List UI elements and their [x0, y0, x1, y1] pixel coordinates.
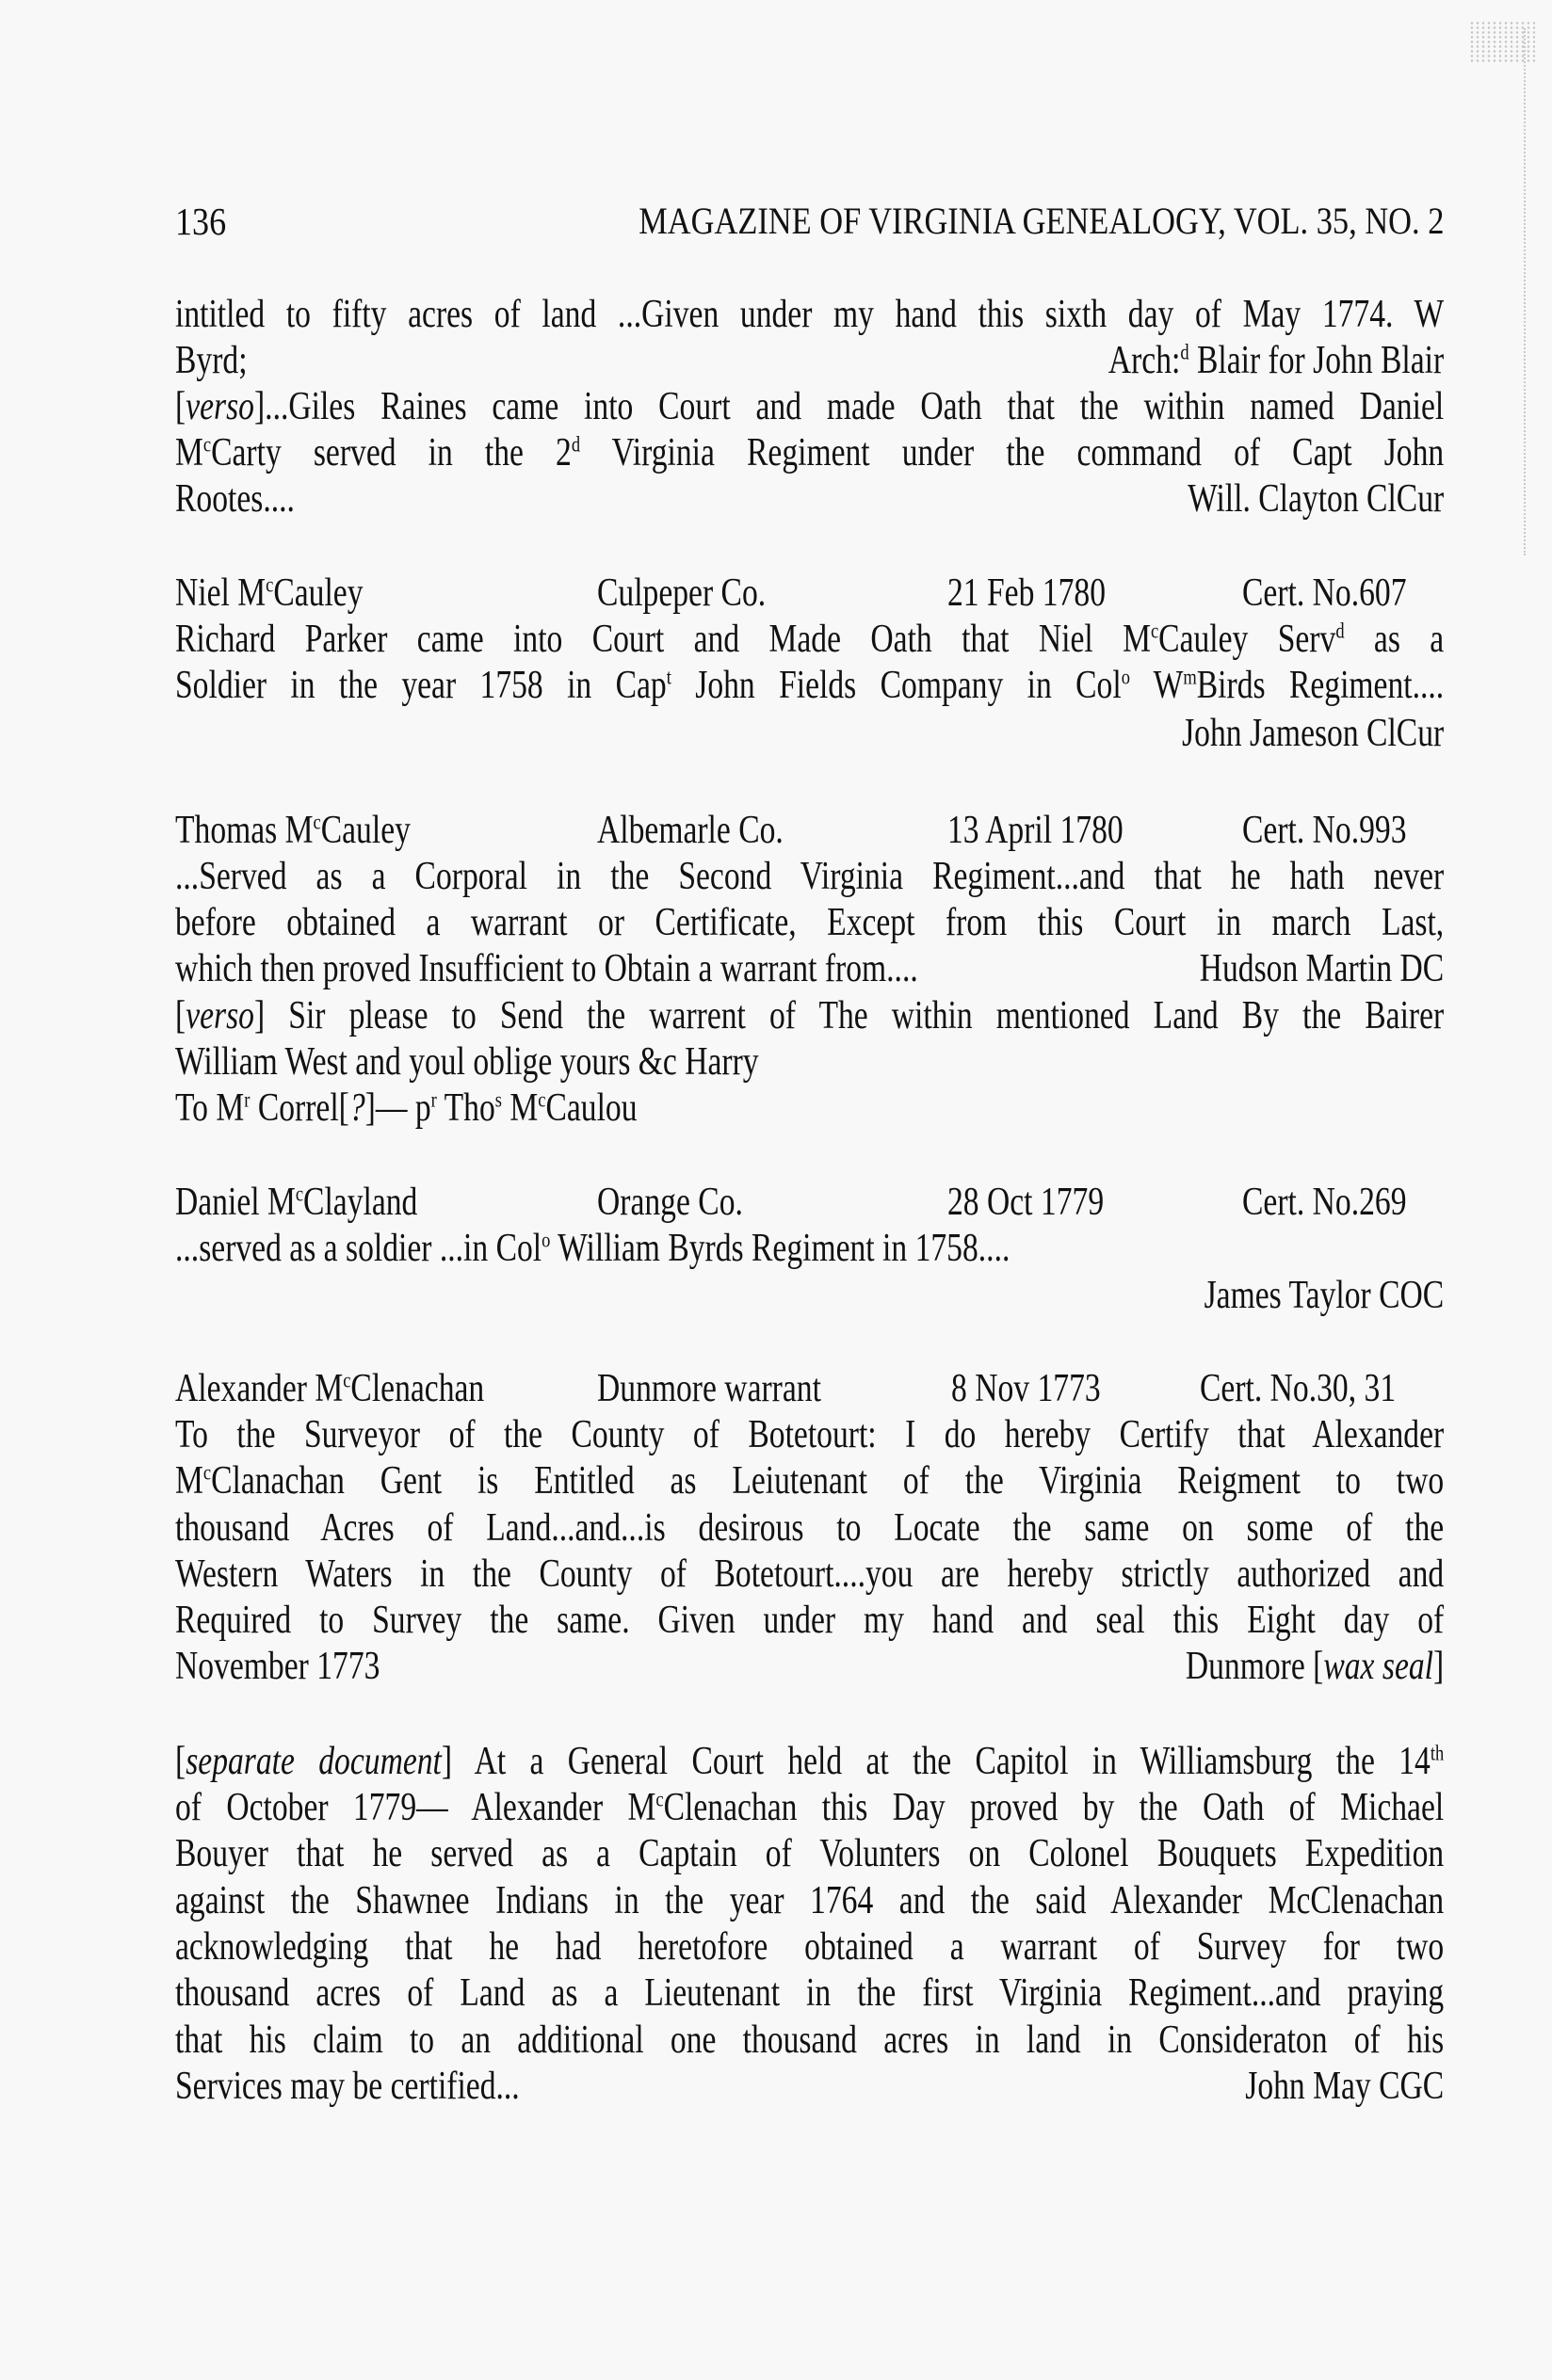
text-run: Arch:: [1107, 339, 1181, 382]
line-left-text: [175, 476, 295, 523]
text-line: [175, 1226, 1444, 1272]
text-run: Cert. No.607: [1242, 571, 1407, 615]
line-content: [175, 2018, 1444, 2064]
text-run: 13 April 1780: [947, 809, 1124, 852]
text-run: To the Surveyor of the County of Botetourt: I do hereby Certify that Alexander: [175, 1413, 1445, 1456]
text-run: William West and youl oblige yours &c Harry: [175, 1040, 759, 1084]
text-run: [: [175, 1740, 186, 1783]
text-line: [175, 854, 1444, 900]
line-content: [175, 476, 1444, 523]
line-content: [175, 1598, 1444, 1644]
line-content: [175, 1970, 1444, 2017]
text-run: before obtained a warrant or Certificate, Except from this Court in march Last,: [175, 901, 1445, 944]
text-run: Albemarle Co.: [597, 809, 784, 852]
text-run: [: [175, 385, 186, 428]
text-line: [175, 1458, 1444, 1504]
line-content: [175, 900, 1444, 946]
text-line: [175, 1924, 1444, 1970]
line-content: [175, 384, 1444, 430]
line-content: [175, 711, 1444, 757]
superscript: r: [430, 1086, 437, 1112]
text-line: [175, 1785, 1444, 1831]
entry-header-line: [175, 1180, 1444, 1226]
entry-name: [175, 571, 364, 617]
text-run: Tho: [436, 1086, 495, 1130]
superscript: c: [295, 1181, 304, 1206]
italic-text: verso: [186, 994, 254, 1037]
text-run: Orange Co.: [597, 1181, 743, 1224]
text-run: Caulou: [545, 1086, 638, 1130]
line-left-text: [175, 338, 248, 384]
text-run: Services may be certified...: [175, 2065, 520, 2108]
entry-cert-number: [1242, 1180, 1407, 1226]
line-content: [175, 1878, 1444, 1924]
entry-county: [597, 571, 766, 617]
page-number: 136: [175, 200, 227, 243]
text-run: Richard Parker came into Court and Made Oath that Niel M: [175, 618, 1151, 661]
text-run: ] Sir please to Send the warrent of The within mentioned Land By the Bairer: [253, 994, 1445, 1037]
line-left-text: [175, 946, 918, 992]
signature-text: [1188, 476, 1444, 523]
text-line: [175, 338, 1444, 384]
text-run: Culpeper Co.: [597, 571, 767, 615]
text-run: Clanachan Gent is Entitled as Leiutenant of the Virginia Reigment to two: [211, 1459, 1445, 1503]
text-run: 21 Feb 1780: [947, 571, 1106, 615]
text-run: Clenachan this Day proved by the Oath of Michael: [663, 1786, 1445, 1829]
text-line: [175, 946, 1444, 992]
entry-date: [947, 571, 1106, 617]
text-run: Dunmore [: [1185, 1645, 1324, 1688]
text-run: acknowledging that he had heretofore obtained a warrant of Survey for two: [175, 1925, 1445, 1969]
text-run: John Jameson ClCur: [1182, 712, 1445, 755]
text-run: Birds Regiment....: [1196, 664, 1445, 707]
text-run: ]— p: [364, 1086, 431, 1130]
text-run: ]: [1433, 1645, 1445, 1688]
superscript: c: [313, 809, 321, 834]
text-run: ...served as a soldier ...in Col: [175, 1227, 542, 1270]
text-line: [175, 384, 1444, 430]
text-line: [175, 900, 1444, 946]
line-content: [175, 1644, 1444, 1690]
text-run: ] At a General Court held at the Capitol in Williamsburg the 14: [441, 1740, 1431, 1783]
line-content: [175, 2064, 1444, 2110]
text-line: [175, 1085, 1444, 1132]
text-run: 8 Nov 1773: [951, 1367, 1101, 1410]
text-line: [175, 2018, 1444, 2064]
signature-text: [1182, 711, 1444, 757]
line-content: [175, 292, 1444, 338]
running-header: [175, 200, 1444, 243]
entry-header-line: [175, 808, 1444, 854]
text-run: Hudson Martin DC: [1199, 947, 1445, 990]
line-content: [175, 430, 1444, 476]
entry-cert-number: [1242, 571, 1407, 617]
superscript: d: [571, 431, 581, 457]
text-run: Virginia Regiment under the command of Capt John: [580, 431, 1445, 474]
superscript: d: [1180, 339, 1189, 364]
text-run: of October 1779— Alexander M: [175, 1786, 656, 1829]
line-content: [175, 1831, 1444, 1877]
line-content: [175, 1552, 1444, 1598]
line-content: [175, 617, 1444, 663]
entry-cert-number: [1200, 1366, 1396, 1412]
entry-county: [597, 1366, 821, 1412]
text-run: thousand Acres of Land...and...is desirous to Locate the same on some of the: [175, 1506, 1445, 1550]
text-run: Thomas M: [175, 809, 314, 852]
line-content: [175, 854, 1444, 900]
text-line: [175, 292, 1444, 338]
text-run: M: [175, 431, 203, 474]
text-line: [175, 993, 1444, 1039]
text-run: Cert. No.30, 31: [1200, 1367, 1397, 1410]
superscript: c: [655, 1786, 664, 1811]
text-line: [175, 663, 1444, 709]
line-left-text: [175, 1644, 380, 1690]
superscript: c: [202, 431, 212, 457]
superscript: c: [202, 1459, 212, 1485]
entry-header-line: [175, 571, 1444, 617]
text-run: Clayland: [303, 1181, 418, 1224]
text-run: Alexander M: [175, 1367, 344, 1410]
superscript: c: [538, 1086, 546, 1112]
superscript: c: [1150, 618, 1159, 643]
italic-text: separate document: [186, 1740, 442, 1783]
text-run: Cauley: [273, 571, 364, 615]
superscript: th: [1430, 1740, 1445, 1765]
text-run: ]...Giles Raines came into Court and made Oath that the within named Daniel: [253, 385, 1445, 428]
text-run: Blair for John Blair: [1188, 339, 1445, 382]
text-run: 28 Oct 1779: [947, 1181, 1105, 1224]
line-content: [175, 1226, 1444, 1272]
signature-text: [1108, 338, 1444, 384]
text-line: [175, 1644, 1444, 1690]
entry-cert-number: [1242, 808, 1407, 854]
entry-county: [597, 808, 784, 854]
superscript: r: [244, 1086, 251, 1112]
line-content: [175, 1785, 1444, 1831]
text-run: Required to Survey the same. Given under my hand and seal this Eight day of: [175, 1599, 1445, 1642]
entry-name: [175, 1366, 484, 1412]
text-run: Soldier in the year 1758 in Cap: [175, 664, 667, 707]
superscript: m: [1183, 664, 1197, 689]
text-run: thousand acres of Land as a Lieutenant in the first Virginia Regiment...and praying: [175, 1971, 1445, 2015]
text-run: Cert. No.269: [1242, 1181, 1407, 1224]
line-content: [175, 1273, 1444, 1319]
superscript: d: [1335, 618, 1345, 643]
text-run: John May CGC: [1245, 2065, 1445, 2108]
text-line: [175, 1039, 1444, 1085]
line-content: [175, 338, 1444, 384]
text-run: that his claim to an additional one thousand acres in land in Consideraton of his: [175, 2018, 1445, 2062]
superscript: c: [343, 1367, 351, 1392]
text-run: M: [175, 1459, 203, 1503]
text-run: ...Served as a Corporal in the Second Virginia Regiment...and that he hath never: [175, 855, 1445, 898]
text-line: [175, 1412, 1444, 1458]
text-run: Cauley: [320, 809, 411, 852]
text-run: Cauley Serv: [1158, 618, 1336, 661]
superscript: s: [494, 1086, 502, 1112]
text-run: which then proved Insufficient to Obtain a warrant from....: [175, 947, 918, 990]
text-run: Carty served in the 2: [211, 431, 572, 474]
text-run: Daniel M: [175, 1181, 296, 1224]
text-run: William Byrds Regiment in 1758....: [550, 1227, 1010, 1270]
signature-text: [1186, 1644, 1444, 1690]
text-line: [175, 1598, 1444, 1644]
superscript: t: [666, 664, 671, 689]
text-run: intitled to fifty acres of land ...Given under my hand this sixth day of May 1774. W: [175, 293, 1445, 336]
signature-text: [1200, 946, 1444, 992]
text-run: [: [175, 994, 186, 1037]
text-line: [175, 1878, 1444, 1924]
entry-name: [175, 808, 411, 854]
text-line: [175, 1739, 1444, 1785]
text-run: Niel M: [175, 571, 267, 615]
line-content: [175, 1085, 1444, 1132]
text-line: [175, 430, 1444, 476]
text-run: To M: [175, 1086, 245, 1130]
text-run: against the Shawnee Indians in the year 1764 and the said Alexander McClenachan: [175, 1879, 1445, 1922]
superscript: c: [266, 571, 274, 597]
text-run: Rootes....: [175, 477, 295, 521]
text-run: Byrd;: [175, 339, 248, 382]
line-left-text: [175, 2064, 520, 2110]
text-line: [175, 1831, 1444, 1877]
line-content: [175, 1458, 1444, 1504]
text-run: Dunmore warrant: [597, 1367, 821, 1410]
text-run: Cert. No.993: [1242, 809, 1407, 852]
scan-edge-line: [1524, 28, 1526, 555]
italic-text: verso: [186, 385, 254, 428]
signature-text: [1204, 1273, 1445, 1319]
line-content: [175, 1739, 1444, 1785]
text-run: as a: [1344, 618, 1445, 661]
line-content: [175, 1505, 1444, 1552]
line-content: [175, 946, 1444, 992]
text-line: [175, 476, 1444, 523]
text-line: [175, 1970, 1444, 2017]
entry-county: [597, 1180, 743, 1226]
entry-date: [947, 1180, 1104, 1226]
text-line: [175, 617, 1444, 663]
text-run: Will. Clayton ClCur: [1188, 477, 1445, 521]
superscript: o: [542, 1227, 551, 1252]
line-content: [175, 1412, 1444, 1458]
text-line: [175, 2064, 1444, 2110]
text-run: M: [501, 1086, 539, 1130]
text-run: John Fields Company in Col: [671, 664, 1122, 707]
text-line: [175, 1552, 1444, 1598]
entry-header-line: [175, 1366, 1444, 1412]
entry-date: [951, 1366, 1101, 1412]
text-run: W: [1129, 664, 1184, 707]
italic-text: ?: [348, 1086, 365, 1130]
line-content: [175, 1039, 1444, 1085]
text-run: Correl[: [250, 1086, 349, 1130]
signature-text: [1245, 2064, 1444, 2110]
text-run: Clenachan: [350, 1367, 485, 1410]
italic-text: wax seal: [1323, 1645, 1433, 1688]
running-title: MAGAZINE OF VIRGINIA GENEALOGY, VOL. 35, NO. 2: [638, 200, 1444, 242]
line-content: [175, 663, 1444, 709]
text-run: Western Waters in the County of Botetourt....you are hereby strictly authorized and: [175, 1552, 1445, 1596]
text-run: James Taylor COC: [1204, 1274, 1445, 1317]
text-run: Bouyer that he served as a Captain of Volunters on Colonel Bouquets Expedition: [175, 1832, 1445, 1875]
entry-date: [947, 808, 1124, 854]
text-line: [175, 1505, 1444, 1552]
line-content: [175, 1924, 1444, 1970]
text-run: November 1773: [175, 1645, 380, 1688]
text-line: [175, 711, 1444, 757]
text-line: [175, 1273, 1444, 1319]
entry-name: [175, 1180, 417, 1226]
line-content: [175, 993, 1444, 1039]
superscript: o: [1121, 664, 1130, 689]
